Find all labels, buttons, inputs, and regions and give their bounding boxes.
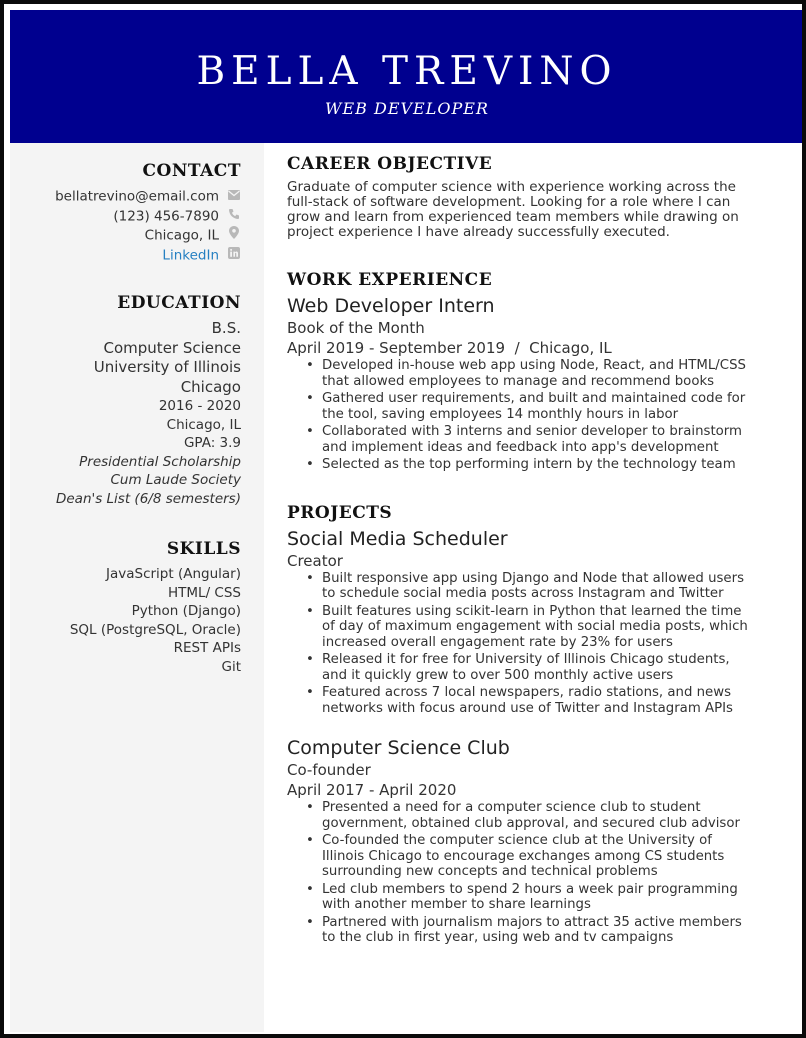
- skill-item: REST APIs: [173, 640, 241, 656]
- objective-section: [287, 154, 757, 240]
- skills-heading: SKILLS: [166, 539, 241, 559]
- education-honor: Cum Laude Society: [110, 472, 241, 488]
- education-honor: Dean's List (6/8 semesters): [55, 490, 241, 507]
- bullet-item: • Collaborated with 3 interns and senior developer to brainstorm and implement ideas and feedback into app's development: [287, 424, 757, 455]
- education-location: Chicago, IL: [166, 416, 241, 433]
- education-years: 2016 - 2020: [158, 398, 241, 414]
- project-title: Computer Science Club: [287, 737, 510, 759]
- skills-section: [70, 539, 241, 676]
- email-text: bellatrevino@email.com: [55, 188, 219, 205]
- contact-section: [55, 161, 241, 265]
- project-entry: [287, 736, 757, 946]
- bullet-item: • Built responsive app using Django and Node that allowed users to schedule social media posts across Instagram and Twitter: [287, 571, 757, 602]
- bullet-item: • Partnered with journalism majors to attract 35 active members to the club in first year, using web and tv campaigns: [287, 915, 757, 946]
- education-section: [56, 293, 241, 508]
- linkedin-icon: [227, 246, 241, 265]
- skill-item: SQL (PostgreSQL, Oracle): [69, 621, 241, 638]
- skill-item: HTML/ CSS: [168, 584, 241, 601]
- bullet-item: • Gathered user requirements, and built and maintained code for the tool, saving employees 14 monthly hours in labor: [287, 391, 757, 422]
- resume-header: [10, 10, 804, 143]
- bullet-item: • Led club members to spend 2 hours a week pair programming with another member to share learnings: [287, 882, 757, 913]
- contact-linkedin-link[interactable]: [55, 246, 241, 266]
- contact-location: [55, 226, 241, 246]
- education-degree: B.S.: [211, 319, 241, 337]
- education-honor: Presidential Scholarship: [79, 453, 241, 470]
- education-major: Computer Science: [103, 338, 241, 357]
- job-bullets: [287, 358, 757, 473]
- contact-email[interactable]: [55, 187, 241, 207]
- project-title: Social Media Scheduler: [287, 527, 508, 550]
- job-title: Web Developer Intern: [287, 295, 495, 317]
- education-school-city: Chicago: [180, 377, 241, 396]
- bullet-item: • Released it for free for University of Illinois Chicago students, and it quickly grew to over 500 monthly active users: [287, 652, 757, 683]
- skill-item: Python (Django): [131, 603, 241, 619]
- main-column: [287, 154, 757, 948]
- contact-phone[interactable]: [55, 207, 241, 227]
- objective-line: Graduate of computer science with experience working across the: [287, 179, 736, 195]
- project-dates: April 2017 - April 2020: [287, 781, 457, 799]
- linkedin-text: LinkedIn: [162, 247, 219, 263]
- projects-heading: PROJECTS: [287, 502, 393, 523]
- candidate-name: BELLA TREVINO: [196, 49, 618, 94]
- bullet-item: • Co-founded the computer science club at the University of Illinois Chicago to encourage exchanges among CS students surrounding new concepts and technical problems: [287, 833, 757, 880]
- education-school: University of Illinois: [93, 358, 241, 376]
- experience-heading: WORK EXPERIENCE: [287, 270, 493, 290]
- sidebar: [10, 143, 264, 1032]
- objective-line: project experience I have already successfully executed.: [287, 224, 670, 240]
- bullet-item: • Presented a need for a computer science club to student government, obtained club approval, and secured club advisor: [287, 800, 757, 831]
- location-text: Chicago, IL: [144, 227, 219, 244]
- candidate-title: WEB DEVELOPER: [325, 99, 489, 118]
- education-heading: EDUCATION: [117, 293, 241, 313]
- job-company: Book of the Month: [287, 319, 425, 337]
- project-role: Creator: [287, 551, 343, 570]
- skill-item: Git: [221, 658, 241, 675]
- education-gpa: GPA: 3.9: [183, 435, 241, 451]
- bullet-item: • Selected as the top performing intern by the technology team: [287, 457, 757, 473]
- bullet-item: • Developed in-house web app using Node, React, and HTML/CSS that allowed employees to manage and recommend books: [287, 358, 757, 389]
- bullet-item: • Built features using scikit-learn in Python that learned the time of day of maximum engagement with social media posts, which increased overall engagement rate by 23% for users: [287, 604, 757, 651]
- phone-text: (123) 456-7890: [113, 208, 219, 224]
- experience-section: [287, 270, 757, 473]
- skill-item: JavaScript (Angular): [106, 566, 241, 582]
- phone-icon: [227, 207, 241, 226]
- project-role: Co-founder: [287, 761, 371, 779]
- contact-heading: CONTACT: [142, 161, 241, 181]
- objective-line: full-stack of software development. Looking for a role where I can: [287, 194, 731, 210]
- project-bullets: [287, 571, 757, 717]
- project-bullets: [287, 800, 757, 946]
- project-entry: [287, 527, 757, 717]
- objective-heading: CAREER OBJECTIVE: [287, 154, 493, 174]
- envelope-icon: [227, 187, 241, 206]
- job-dates-location: April 2019 - September 2019 / Chicago, IL: [287, 339, 612, 357]
- location-pin-icon: [227, 226, 241, 245]
- objective-line: grow and learn from experienced team members while drawing on: [287, 209, 739, 225]
- projects-section: [287, 503, 757, 946]
- bullet-item: • Featured across 7 local newspapers, radio stations, and news networks with focus around use of Twitter and Instagram APIs: [287, 685, 757, 716]
